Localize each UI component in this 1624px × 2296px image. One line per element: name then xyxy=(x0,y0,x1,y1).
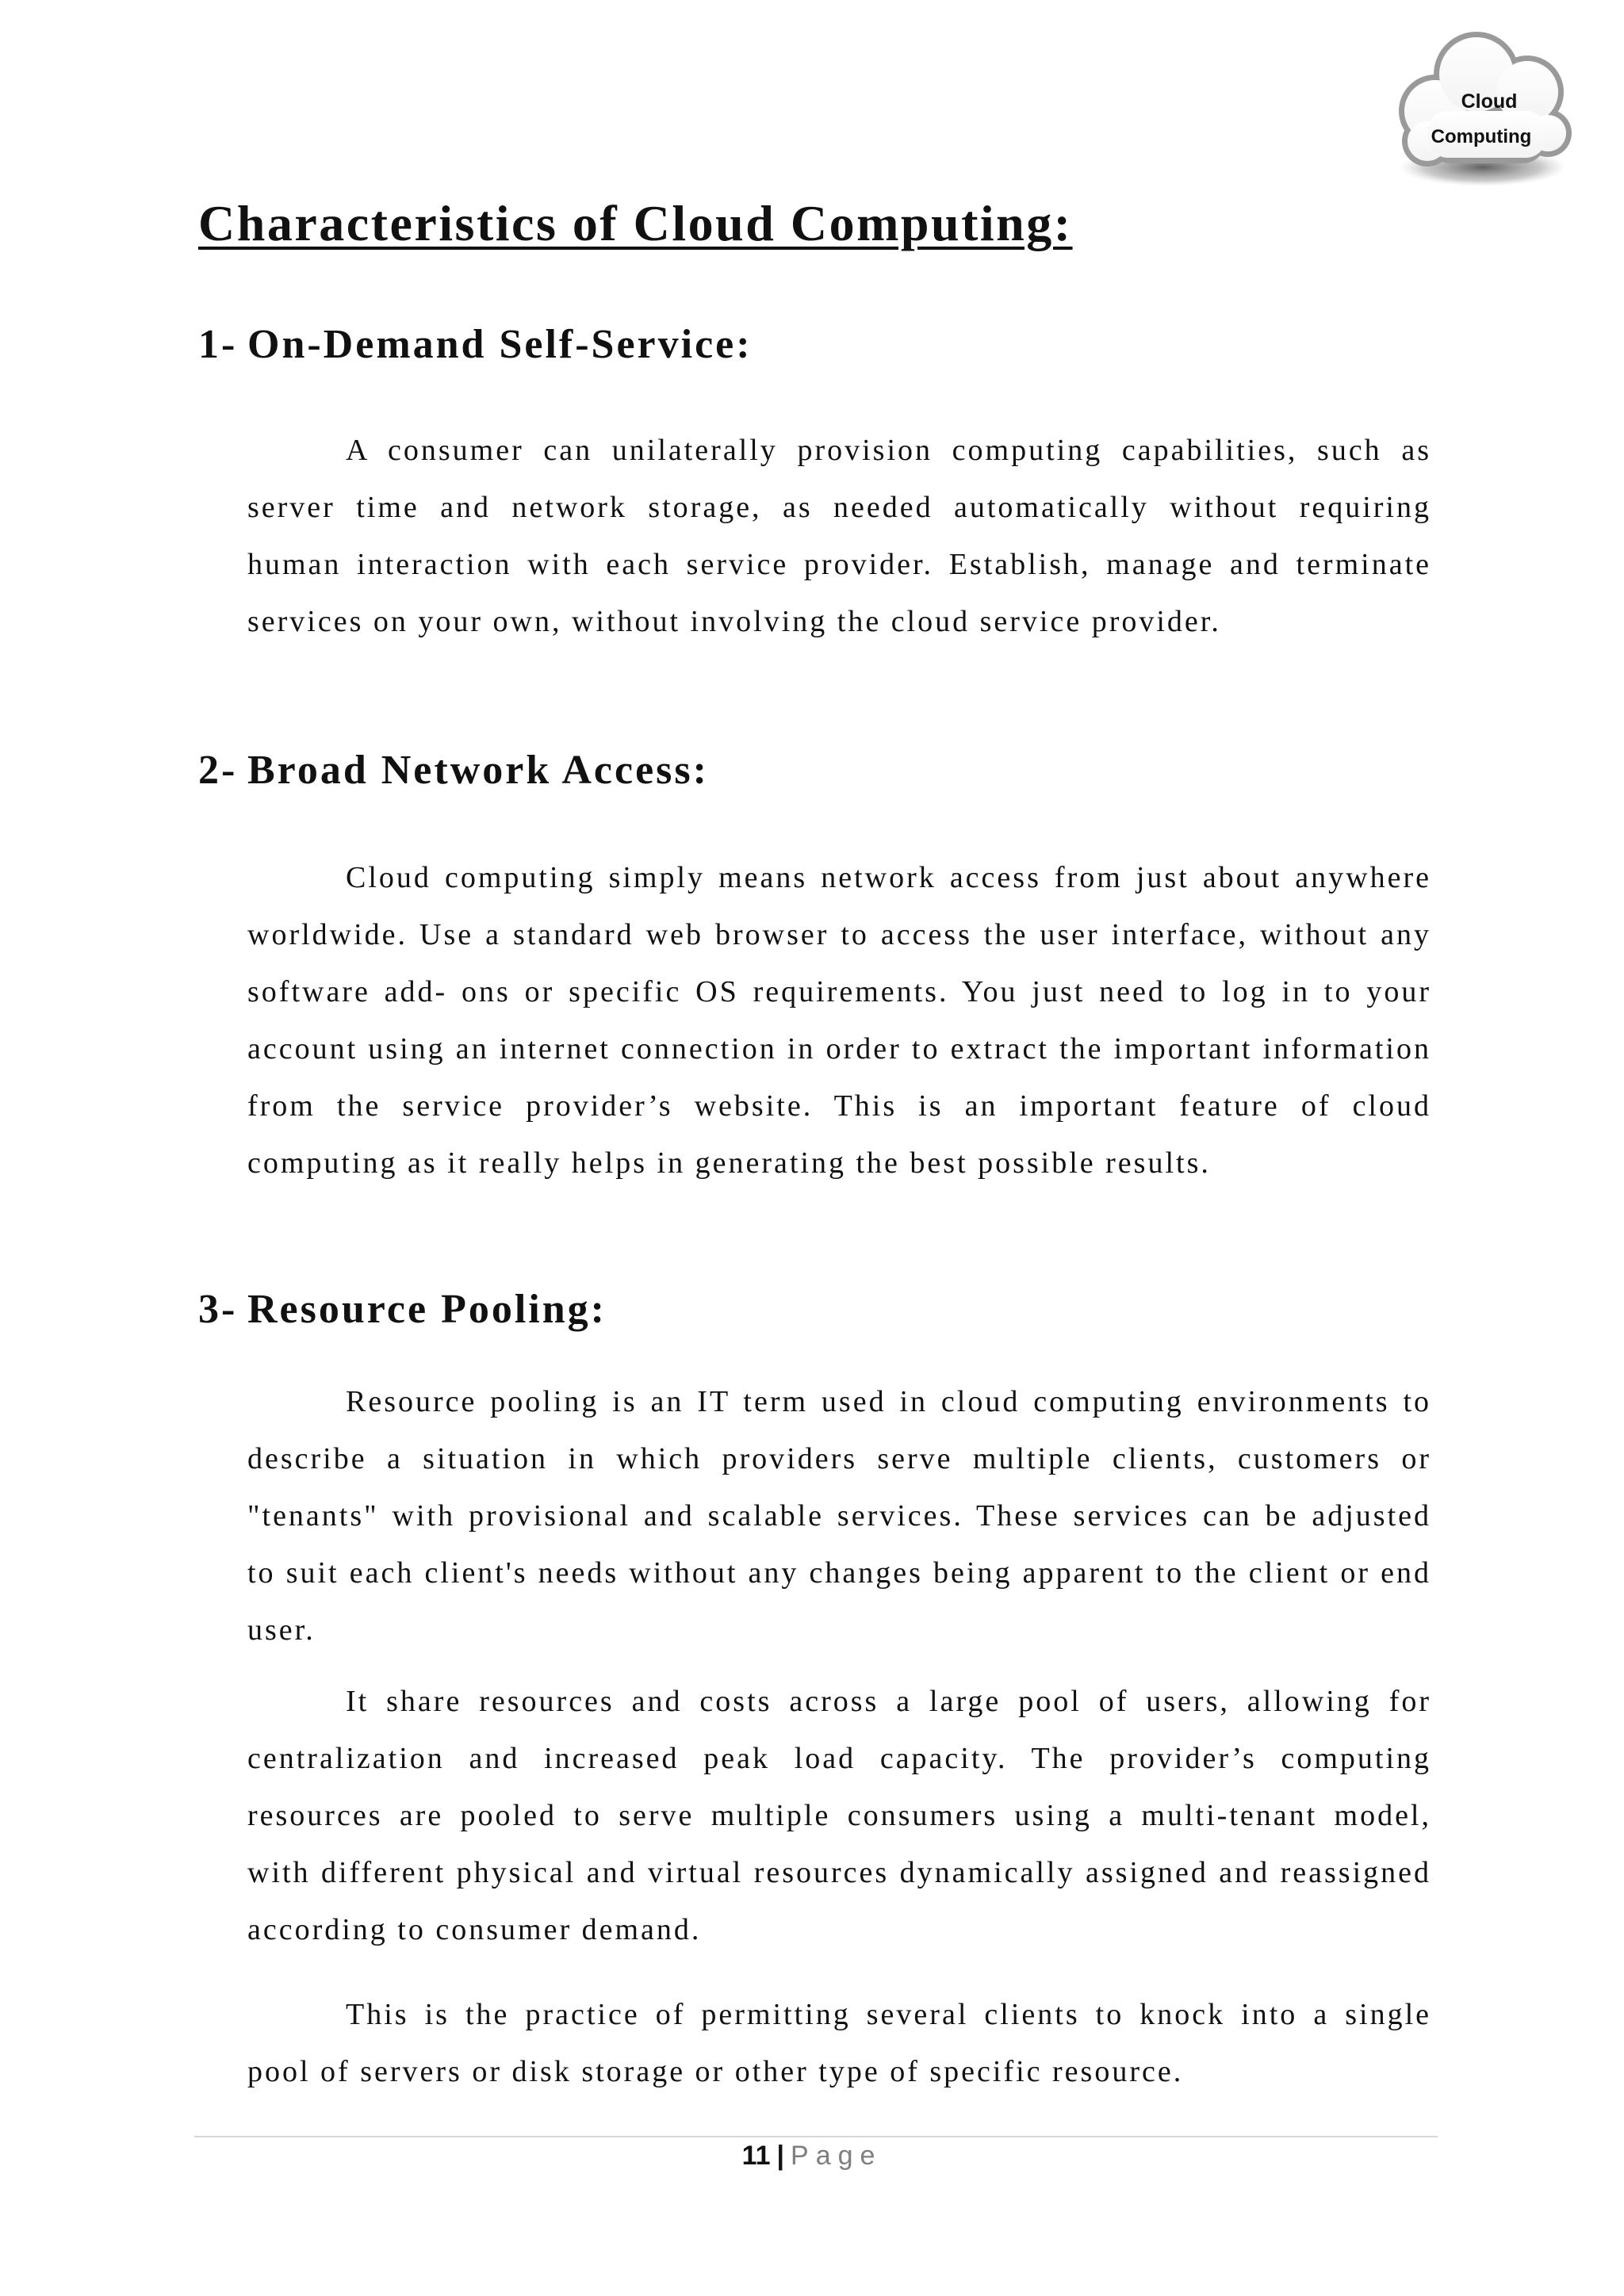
logo-text-computing: Computing xyxy=(1431,126,1532,147)
section-number: 2- xyxy=(198,748,238,793)
page-title: Characteristics of Cloud Computing: xyxy=(198,195,1073,251)
section-title: Resource Pooling: xyxy=(247,1287,607,1332)
cloud-computing-logo xyxy=(1386,22,1576,197)
paragraph-resource-pooling-1: Resource pooling is an IT term used in cloud computing environments to describe a situation in which providers serve multiple clients, customers or "tenants" with provisional and scalable services. These services can be adjusted to suit each client's needs without any changes being apparent to the client or end user. xyxy=(247,1385,1431,1647)
paragraph-on-demand: A consumer can unilaterally provision computing capabilities, such as server time and network storage, as needed automatically without requiring human interaction with each service provider. Establish, manage and terminate services on your own, without involving the cloud service provider. xyxy=(247,434,1431,638)
footer-divider xyxy=(194,2136,1438,2137)
paragraph-resource-pooling-2: It share resources and costs across a large pool of users, allowing for centralization and increased peak load capacity. The provider’s computing resources are pooled to serve multiple consumers using a multi-tenant model, with different physical and virtual resources dynamically assigned and reassigned according to consumer demand. xyxy=(247,1685,1431,1946)
section-number: 1- xyxy=(198,322,238,367)
section-number: 3- xyxy=(198,1287,238,1332)
section-title: On-Demand Self-Service: xyxy=(247,322,753,367)
paragraph-resource-pooling-3: This is the practice of permitting several clients to knock into a single pool of servers or disk storage or other type of specific resource. xyxy=(247,1998,1431,2088)
page-label: Page xyxy=(791,2141,883,2171)
logo-text-cloud: Cloud xyxy=(1461,90,1518,113)
page-number: 11 xyxy=(741,2141,771,2171)
section-heading-resource-pooling xyxy=(198,1286,607,1333)
section-heading-broad-network xyxy=(198,747,709,794)
page-footer xyxy=(0,2141,1624,2172)
section-heading-on-demand xyxy=(198,321,753,368)
paragraph-broad-network: Cloud computing simply means network access from just about anywhere worldwide. Use a standard web browser to access the user interface, without any software add- ons or specific OS requirements. You just need to log in to your account using an internet connection in order to extract the important information from the service provider’s website. This is an important feature of cloud computing as it really helps in generating the best possible results. xyxy=(247,861,1431,1180)
section-title: Broad Network Access: xyxy=(247,748,709,793)
footer-separator: | xyxy=(776,2141,785,2171)
